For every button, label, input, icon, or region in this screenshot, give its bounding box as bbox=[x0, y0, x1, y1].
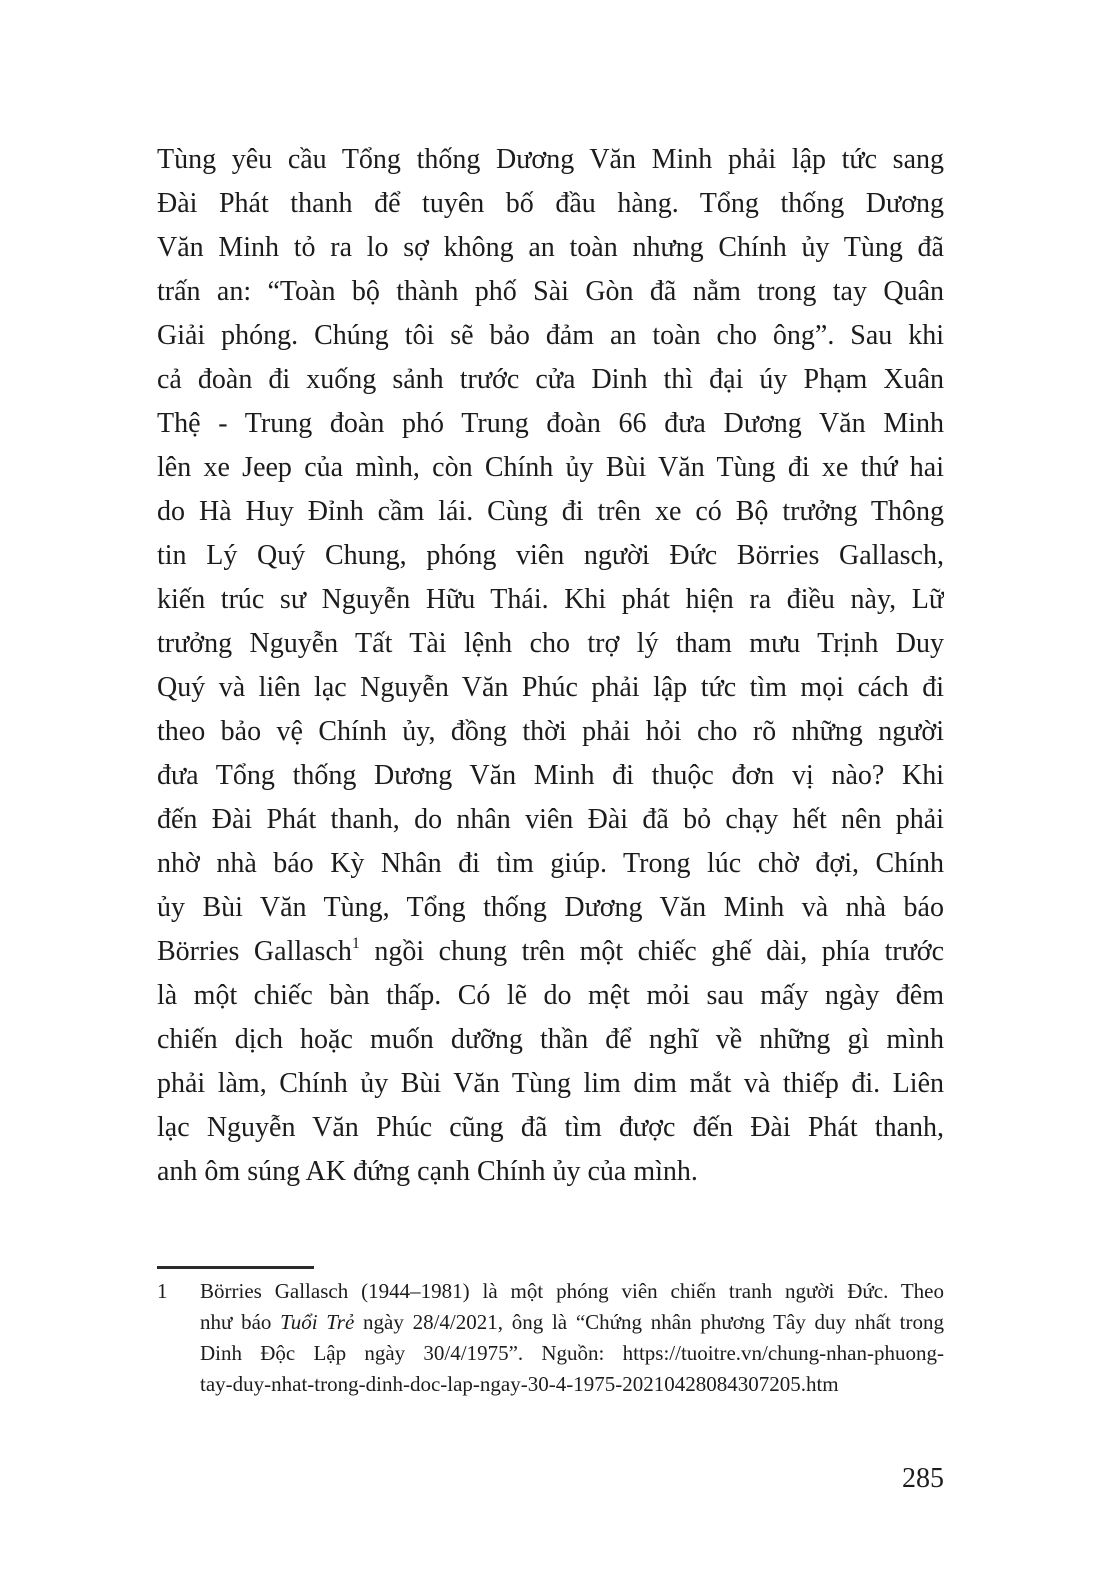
footnote-text: ngày 28/4/2021, ông là “Chứng nhân phương Tây duy nhất trong bbox=[354, 1310, 944, 1334]
body-line: Giải phóng. Chúng tôi sẽ bảo đảm an toàn cho ông”. Sau khi bbox=[157, 320, 944, 351]
body-line: cả đoàn đi xuống sảnh trước cửa Dinh thì đại úy Phạm Xuân bbox=[157, 364, 944, 395]
footnote bbox=[157, 1276, 944, 1400]
footnote-reference-mark: 1 bbox=[351, 935, 360, 952]
footnote-line bbox=[157, 1307, 944, 1338]
body-line: là một chiếc bàn thấp. Có lẽ do mệt mỏi sau mấy ngày đêm bbox=[157, 980, 944, 1011]
body-line: chiến dịch hoặc muốn dưỡng thần để nghĩ về những gì mình bbox=[157, 1024, 944, 1055]
body-text: Börries Gallasch bbox=[157, 936, 352, 967]
footnote-text: Börries Gallasch (1944–1981) là một phóng viên chiến tranh người Đức. Theo bbox=[200, 1279, 944, 1303]
body-line: Thệ - Trung đoàn phó Trung đoàn 66 đưa Dương Văn Minh bbox=[157, 408, 944, 439]
body-line: phải làm, Chính ủy Bùi Văn Tùng lim dim mắt và thiếp đi. Liên bbox=[157, 1068, 944, 1099]
body-line: ủy Bùi Văn Tùng, Tổng thống Dương Văn Minh và nhà báo bbox=[157, 892, 944, 923]
footnote-line: Dinh Độc Lập ngày 30/4/1975”. Nguồn: https://tuoitre.vn/chung-nhan-phuong- bbox=[200, 1341, 944, 1365]
body-line-with-footnote-ref bbox=[157, 930, 944, 974]
footnote-divider bbox=[157, 1266, 314, 1269]
footnote-text: như báo bbox=[200, 1310, 281, 1334]
body-line: đến Đài Phát thanh, do nhân viên Đài đã bỏ chạy hết nên phải bbox=[157, 804, 944, 835]
body-line: theo bảo vệ Chính ủy, đồng thời phải hỏi cho rõ những người bbox=[157, 716, 944, 747]
body-line: trấn an: “Toàn bộ thành phố Sài Gòn đã nằm trong tay Quân bbox=[157, 276, 944, 307]
footnote-line bbox=[157, 1276, 944, 1307]
body-line: lên xe Jeep của mình, còn Chính ủy Bùi Văn Tùng đi xe thứ hai bbox=[157, 452, 944, 483]
body-line: tin Lý Quý Chung, phóng viên người Đức Börries Gallasch, bbox=[157, 540, 944, 571]
footnote-source-url: tay-duy-nhat-trong-dinh-doc-lap-ngay-30-4-1975-20210428084307205.htm bbox=[200, 1372, 839, 1396]
body-text: ngồi chung trên một chiếc ghế dài, phía trước bbox=[359, 936, 944, 967]
body-line: đưa Tổng thống Dương Văn Minh đi thuộc đơn vị nào? Khi bbox=[157, 760, 944, 791]
body-line: trưởng Nguyễn Tất Tài lệnh cho trợ lý tham mưu Trịnh Duy bbox=[157, 628, 944, 659]
body-line: nhờ nhà báo Kỳ Nhân đi tìm giúp. Trong lúc chờ đợi, Chính bbox=[157, 848, 944, 879]
body-line: anh ôm súng AK đứng cạnh Chính ủy của mình. bbox=[157, 1156, 698, 1187]
body-line: Quý và liên lạc Nguyễn Văn Phúc phải lập tức tìm mọi cách đi bbox=[157, 672, 944, 703]
footnote-publication-name: Tuổi Trẻ bbox=[280, 1310, 355, 1334]
body-paragraph bbox=[157, 138, 944, 1194]
body-line: Tùng yêu cầu Tổng thống Dương Văn Minh phải lập tức sang bbox=[157, 144, 944, 175]
body-line: kiến trúc sư Nguyễn Hữu Thái. Khi phát hiện ra điều này, Lữ bbox=[157, 584, 944, 615]
page-number: 285 bbox=[902, 1463, 944, 1494]
footnote-number: 1 bbox=[157, 1279, 168, 1303]
body-line: Đài Phát thanh để tuyên bố đầu hàng. Tổng thống Dương bbox=[157, 188, 944, 219]
body-line: lạc Nguyễn Văn Phúc cũng đã tìm được đến Đài Phát thanh, bbox=[157, 1112, 944, 1143]
body-line: do Hà Huy Đỉnh cầm lái. Cùng đi trên xe có Bộ trưởng Thông bbox=[157, 496, 944, 527]
body-line: Văn Minh tỏ ra lo sợ không an toàn nhưng Chính ủy Tùng đã bbox=[157, 232, 944, 263]
